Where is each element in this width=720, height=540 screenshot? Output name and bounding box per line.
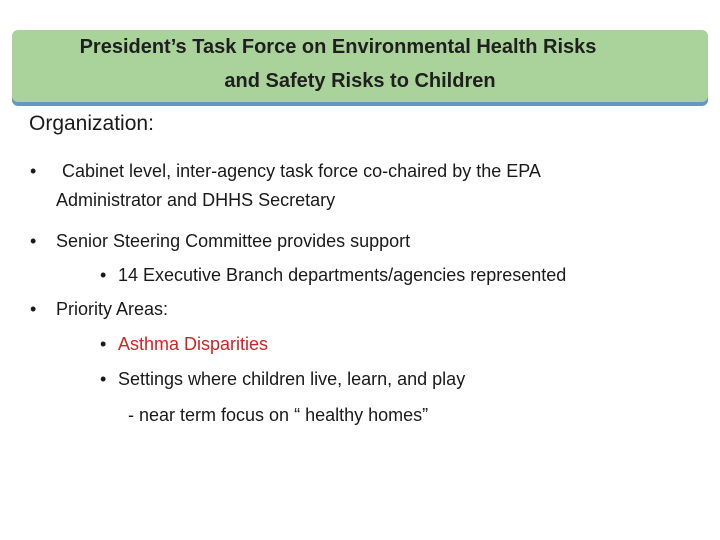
bullet-marker: • bbox=[30, 299, 37, 319]
sub-bullet-marker: • bbox=[100, 265, 107, 285]
bullet-marker: • bbox=[30, 161, 37, 181]
bullet-text-line-2: Administrator and DHHS Secretary bbox=[56, 190, 336, 210]
title-banner bbox=[12, 30, 708, 102]
bullet-marker: • bbox=[30, 231, 37, 251]
sub-bullet-marker: • bbox=[100, 369, 107, 389]
bullet-text: Priority Areas: bbox=[56, 299, 169, 319]
sub-bullet-text-highlight: Asthma Disparities bbox=[118, 334, 269, 354]
sub-bullet-text: 14 Executive Branch departments/agencies represented bbox=[118, 265, 567, 285]
sub-bullet-marker: • bbox=[100, 334, 107, 354]
bullet-text: Senior Steering Committee provides support bbox=[56, 231, 411, 251]
sub-note-text: - near term focus on “ healthy homes” bbox=[128, 405, 429, 425]
sub-bullet-text: Settings where children live, learn, and play bbox=[118, 369, 466, 389]
bullet-text-line-1: Cabinet level, inter-agency task force co-chaired by the EPA bbox=[62, 161, 541, 181]
slide-title-line-1: President’s Task Force on Environmental Health Risks bbox=[79, 36, 597, 58]
slide-title-line-2: and Safety Risks to Children bbox=[224, 70, 496, 92]
section-heading: Organization: bbox=[29, 112, 154, 135]
